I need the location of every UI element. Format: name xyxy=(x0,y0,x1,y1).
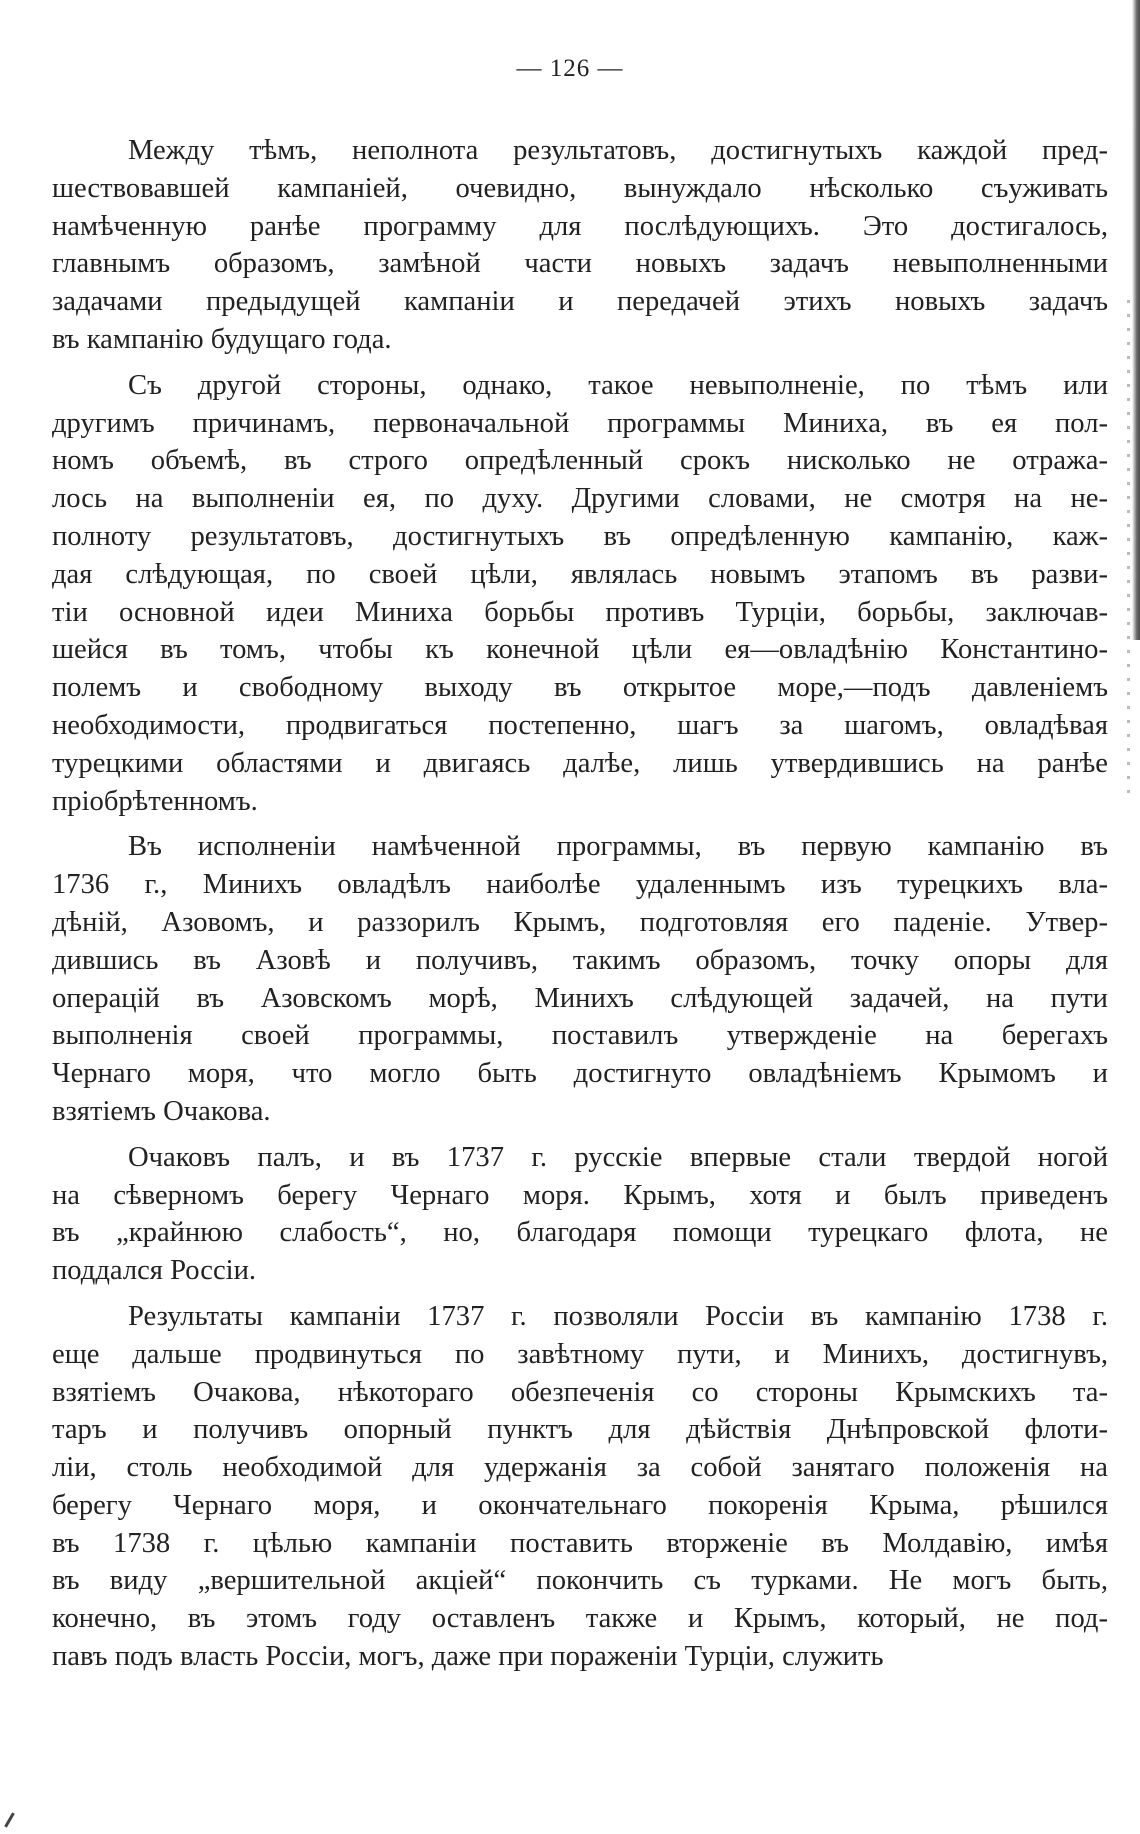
text-line: пріобрѣтенномъ. xyxy=(52,785,258,817)
text-line: главнымъ образомъ, замѣной части новыхъ задачъ невыполненными xyxy=(52,248,1108,280)
text-line: въ „крайнюю слабость“, но, благодаря помощи турецкаго флота, не xyxy=(52,1217,1108,1249)
text-line: другимъ причинамъ, первоначальной программы Миниха, въ ея пол- xyxy=(52,407,1108,439)
text-line: шейся въ томъ, чтобы къ конечной цѣли ея—овладѣнію Константино- xyxy=(52,634,1108,666)
paragraph xyxy=(52,1139,1108,1290)
text-line: задачами предыдущей кампаніи и передачей этихъ новыхъ задачъ xyxy=(52,286,1108,318)
text-line: лось на выполненіи ея, по духу. Другими словами, не смотря на не- xyxy=(52,483,1108,515)
text-line: павъ подъ власть Россіи, могъ, даже при пораженіи Турціи, служить xyxy=(52,1641,884,1673)
text-line: операцій въ Азовскомъ морѣ, Минихъ слѣдующей задачей, на пути xyxy=(52,982,1108,1014)
text-line: тіи основной идеи Миниха борьбы противъ Турціи, борьбы, заключав- xyxy=(52,596,1108,628)
text-line: берегу Чернаго моря, и окончательнаго покоренія Крыма, рѣшился xyxy=(52,1489,1108,1521)
scan-mark xyxy=(4,1812,15,1827)
text-line: взятіемъ Очакова, нѣкотораго обезпеченія со стороны Крымскихъ та- xyxy=(52,1376,1108,1408)
text-line: номъ объемѣ, въ строго опредѣленный срокъ нисколько не отража- xyxy=(52,445,1108,477)
text-line: Чернаго моря, что могло быть достигнуто овладѣніемъ Крымомъ и xyxy=(52,1058,1108,1090)
text-line: въ кампанію будущаго года. xyxy=(52,323,392,355)
text-line: дая слѣдующая, по своей цѣли, являлась новымъ этапомъ въ разви- xyxy=(52,558,1108,590)
text-line: Результаты кампаніи 1737 г. позволяли Россіи въ кампанію 1738 г. xyxy=(128,1300,1108,1332)
text-line: Въ исполненіи намѣченной программы, въ первую кампанію въ xyxy=(128,831,1108,863)
text-line: намѣченную ранѣе программу для послѣдующихъ. Это достигалось, xyxy=(52,210,1108,242)
page-edge-marks xyxy=(1127,300,1130,800)
body-text xyxy=(52,132,1108,1684)
text-line: дившись въ Азовѣ и получивъ, такимъ образомъ, точку опоры для xyxy=(52,944,1108,976)
text-line: поддался Россіи. xyxy=(52,1255,257,1287)
text-line: Между тѣмъ, неполнота результатовъ, достигнутыхъ каждой пред- xyxy=(128,135,1108,166)
text-line: шествовавшей кампаніей, очевидно, вынуждало нѣсколько съуживать xyxy=(52,172,1108,204)
paragraph xyxy=(52,1298,1108,1676)
text-line: Очаковъ палъ, и въ 1737 г. русскіе впервые стали твердой ногой xyxy=(128,1141,1108,1173)
text-line: 1736 г., Минихъ овладѣлъ наиболѣе удаленнымъ изъ турецкихъ вла- xyxy=(52,869,1108,901)
text-line: въ виду „вершительной акціей“ покончить съ турками. Не могъ быть, xyxy=(52,1565,1108,1597)
page-number: — 126 — xyxy=(516,55,624,82)
text-line: полемъ и свободному выходу въ открытое море,—подъ давленіемъ xyxy=(52,672,1108,704)
page-edge-shadow xyxy=(1132,0,1140,640)
text-line: взятіемъ Очакова. xyxy=(52,1095,271,1127)
text-line: конечно, въ этомъ году оставленъ также и Крымъ, который, не под- xyxy=(52,1603,1108,1635)
paragraph xyxy=(52,828,1108,1130)
text-line: дѣній, Азовомъ, и раззорилъ Крымъ, подготовляя его паденіе. Утвер- xyxy=(52,906,1108,938)
text-line: полноту результатовъ, достигнутыхъ въ опредѣленную кампанію, каж- xyxy=(52,520,1108,552)
text-line: на сѣверномъ берегу Чернаго моря. Крымъ, хотя и былъ приведенъ xyxy=(52,1179,1108,1211)
text-line: необходимости, продвигаться постепенно, шагъ за шагомъ, овладѣвая xyxy=(52,709,1108,741)
text-line: еще дальше продвинуться по завѣтному пути, и Минихъ, достигнувъ, xyxy=(52,1338,1108,1370)
text-line: выполненія своей программы, поставилъ утвержденіе на берегахъ xyxy=(52,1020,1108,1052)
paragraph xyxy=(52,132,1108,359)
text-line: таръ и получивъ опорный пунктъ для дѣйствія Днѣпровской флоти- xyxy=(52,1414,1108,1446)
text-line: ліи, столь необходимой для удержанія за собой занятаго положенія на xyxy=(52,1452,1108,1484)
text-line: турецкими областями и двигаясь далѣе, лишь утвердившись на ранѣе xyxy=(52,747,1108,779)
text-line: въ 1738 г. цѣлью кампаніи поставить вторженіе въ Молдавію, имѣя xyxy=(52,1527,1108,1559)
text-line: Съ другой стороны, однако, такое невыполненіе, по тѣмъ или xyxy=(128,369,1108,401)
paragraph xyxy=(52,367,1108,821)
